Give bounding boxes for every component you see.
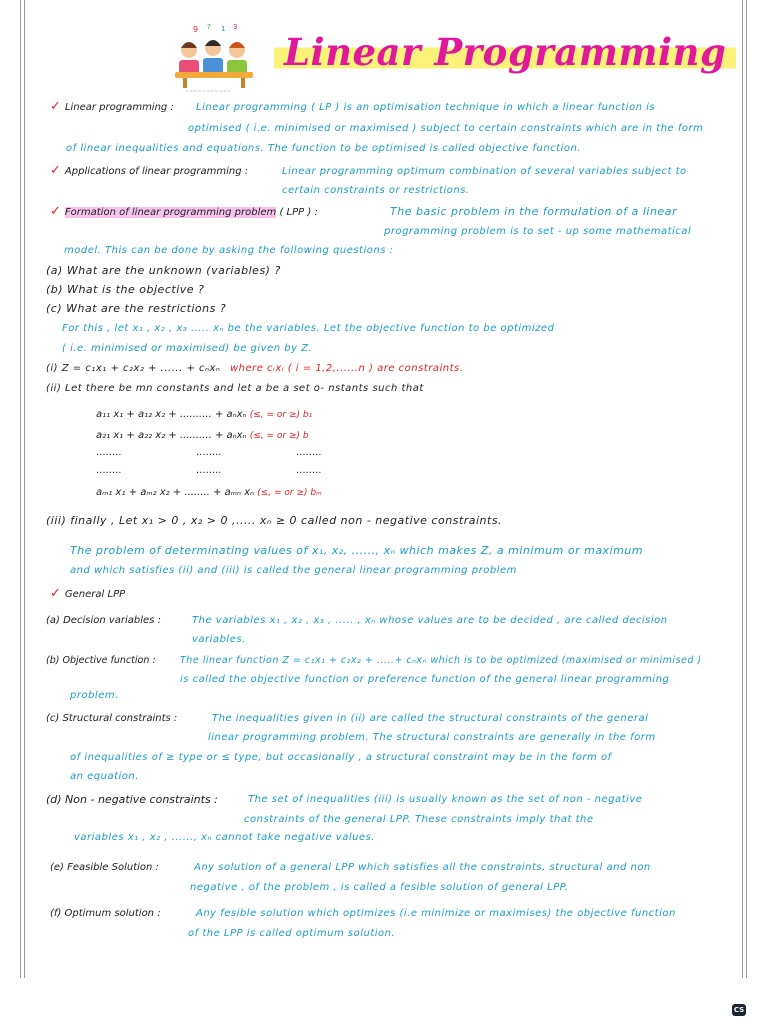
non-negative-line: (iii) finally , Let x₁ > 0 , x₂ > 0 ,..... xₙ ≥ 0 called non - negative constraints.	[46, 514, 503, 527]
dots-row-2c: ........	[296, 465, 322, 476]
dots-row-1c: ........	[296, 447, 322, 458]
objective-function-line2: is called the objective function or preference function of the general linear programming	[180, 674, 670, 685]
checkmark-icon: ✓	[50, 163, 61, 178]
optimum-solution-line2: of the LPP is called optimum solution.	[188, 928, 396, 939]
formation-line3: model. This can be done by asking the following questions :	[64, 245, 394, 256]
formation-label-highlight: Formation of linear programming problem	[64, 207, 277, 218]
left-margin-line-inner	[24, 0, 25, 978]
right-margin-line	[742, 0, 743, 978]
feasible-solution-label: (e) Feasible Solution :	[50, 862, 159, 873]
non-negative-constraints-line3: variables x₁ , x₂ , ......, xₙ cannot take negative values.	[74, 832, 375, 843]
structural-constraints-line4: an equation.	[70, 771, 139, 782]
optimum-solution-line1: Any fesible solution which optimizes (i.e minimize or maximises) the objective function	[196, 908, 676, 919]
formation-line2: programming problem is to set - up some mathematical	[384, 226, 692, 237]
ie-line: ( i.e. minimised or maximised) be given by Z.	[62, 343, 313, 354]
svg-text:1: 1	[221, 25, 226, 33]
question-a: (a) What are the unknown (variables) ?	[46, 264, 281, 277]
decision-variables-line2: variables.	[192, 634, 246, 645]
structural-constraints-line2: linear programming problem. The structural constraints are generally in the form	[208, 732, 656, 743]
problem-line1: The problem of determinating values of x₁, x₂, ......, xₙ which makes Z, a minimum or maximum	[70, 544, 644, 557]
applications-label: ✓ Applications of linear programming :	[50, 163, 249, 178]
structural-constraints-line3: of inequalities of ≥ type or ≤ type, but occasionally , a structural constraint may be in the form of	[70, 752, 612, 763]
formation-line1: The basic problem in the formulation of a linear	[390, 205, 677, 218]
feasible-solution-line1: Any solution of a general LPP which satisfies all the constraints, structural and non	[194, 862, 651, 873]
left-margin-line	[20, 0, 21, 978]
general-lpp-label: ✓ General LPP	[50, 586, 126, 601]
decision-variables-label: (a) Decision variables :	[46, 615, 161, 626]
dots-row-2a: ........	[96, 465, 122, 476]
checkmark-icon: ✓	[50, 99, 61, 114]
lp-def-line1: Linear programming ( LP ) is an optimisation technique in which a linear function is	[196, 102, 656, 113]
kids-reading-illustration	[173, 22, 257, 94]
checkmark-icon: ✓	[50, 586, 61, 601]
for-this-line: For this , let x₁ , x₂ , x₃ ..... xₙ be the variables. Let the objective function to be optimized	[62, 323, 555, 334]
dots-row-1b: ........	[196, 447, 222, 458]
svg-text:~~~~~~~~~~~: ~~~~~~~~~~~	[185, 89, 232, 94]
right-margin-line-inner	[746, 0, 747, 978]
svg-text:3: 3	[233, 23, 238, 31]
lp-def-line2: optimised ( i.e. minimised or maximised ) subject to certain constraints which are in the form	[188, 123, 704, 134]
dots-row-1a: ........	[96, 447, 122, 458]
page-title: Linear Programming	[274, 30, 736, 74]
objective-function-line3: problem.	[70, 690, 119, 701]
applications-line1: Linear programming optimum combination of several variables subject to	[282, 166, 687, 177]
structural-constraints-line1: The inequalities given in (ii) are called the structural constraints of the general	[212, 713, 649, 724]
question-b: (b) What is the objective ?	[46, 283, 205, 296]
decision-variables-line1: The variables x₁ , x₂ , x₃ , ..... , xₙ whose values are to be decided , are called decision	[192, 615, 668, 626]
objective-function-label: (b) Objective function :	[46, 655, 156, 666]
non-negative-constraints-line1: The set of inequalities (iii) is usually known as the set of non - negative	[248, 794, 643, 805]
structural-constraints-label: (c) Structural constraints :	[46, 713, 178, 724]
objective-z-line: (i) Z = c₁x₁ + c₂x₂ + ...... + cₙxₙ where cᵢxᵢ ( i = 1,2,......n ) are constraints.	[46, 363, 464, 374]
objective-function-line1: The linear function Z = c₁x₁ + c₂x₂ + .....+ cₙxₙ which is to be optimized (maximised or minimised )	[180, 655, 702, 666]
applications-line2: certain constraints or restrictions.	[282, 185, 470, 196]
svg-text:9: 9	[193, 25, 199, 34]
svg-text:?: ?	[207, 23, 211, 31]
non-negative-constraints-line2: constraints of the general LPP. These constraints imply that the	[244, 814, 594, 825]
feasible-solution-line2: negative , of the problem , is called a fesible solution of general LPP.	[190, 882, 569, 893]
checkmark-icon: ✓	[50, 204, 61, 219]
problem-line2: and which satisfies (ii) and (iii) is called the general linear programming problem	[70, 565, 517, 576]
non-negative-constraints-label: (d) Non - negative constraints :	[46, 793, 218, 806]
equation-m: aₘ₁ x₁ + aₘ₂ x₂ + ........ + aₘₙ xₙ (≤, = or ≥) bₘ	[96, 487, 322, 498]
equation-1: a₁₁ x₁ + a₁₂ x₂ + .......... + aₙxₙ (≤, = or ≥) b₁	[96, 409, 313, 420]
mn-constants-line: (ii) Let there be mn constants and let a be a set o- nstants such that	[46, 383, 424, 394]
lp-def-label: ✓ Linear programming :	[50, 99, 174, 114]
question-c: (c) What are the restrictions ?	[46, 302, 227, 315]
formation-label: ✓ Formation of linear programming problem ( LPP ) :	[50, 204, 318, 219]
optimum-solution-label: (f) Optimum solution :	[50, 908, 161, 919]
lp-def-line3: of linear inequalities and equations. The function to be optimised is called objective function.	[66, 143, 582, 154]
camscanner-badge: CS	[733, 1006, 745, 1014]
equation-2: a₂₁ x₁ + a₂₂ x₂ + .......... + aₙxₙ (≤, = or ≥) b	[96, 430, 309, 441]
dots-row-2b: ........	[196, 465, 222, 476]
